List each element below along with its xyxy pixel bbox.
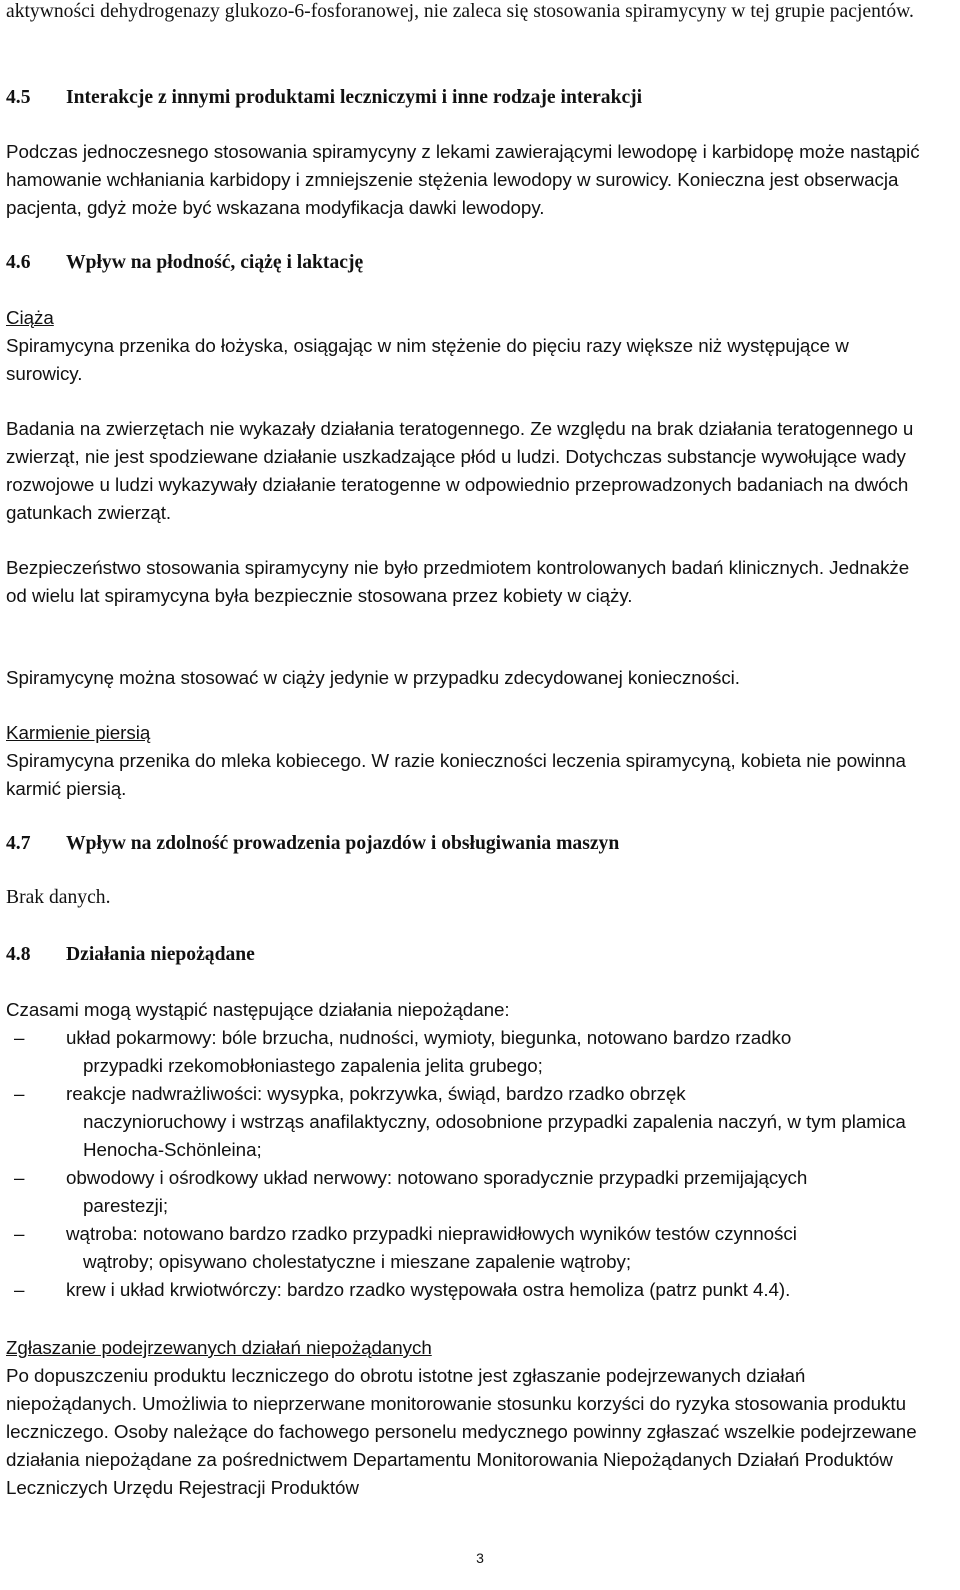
adverse-effects-intro: Czasami mogą wystąpić następujące działania niepożądane: — [6, 999, 510, 1020]
section-title: Interakcje z innymi produktami leczniczymi i inne rodzaje interakcji — [66, 87, 643, 108]
list-item-continuation: naczynioruchowy i wstrząs anafilaktyczny, odosobnione przypadki zapalenia naczyń, w tym plamica Henocha-Schönleina; — [83, 1111, 906, 1160]
adverse-effects-list — [6, 1024, 951, 1304]
section-4-5-heading — [6, 84, 946, 112]
dash-bullet: – — [14, 1167, 25, 1188]
driving-paragraph: Brak danych. — [6, 887, 111, 908]
list-item — [6, 1080, 951, 1164]
dash-bullet: – — [14, 1223, 25, 1244]
section-title: Wpływ na zdolność prowadzenia pojazdów i obsługiwania maszyn — [66, 833, 620, 854]
list-item — [6, 1164, 951, 1220]
list-item-continuation: parestezji; — [83, 1195, 169, 1216]
section-number: 4.5 — [6, 87, 31, 108]
interactions-paragraph: Podczas jednoczesnego stosowania spiramycyny z lekami zawierającymi lewodopę i karbidopę może nastąpić hamowanie wchłaniania karbidopy i zmniejszenie stężenia lewodopy w surowicy. Konieczna jest obserwacja pacjenta, gdyż może być wskazana modyfikacja dawki lewodopy. — [6, 141, 920, 218]
breastfeeding-subheading: Karmienie piersią — [6, 722, 151, 743]
section-title: Wpływ na płodność, ciążę i laktację — [66, 252, 364, 273]
section-4-6-heading — [6, 249, 946, 277]
pregnancy-subheading: Ciąża — [6, 307, 54, 328]
intro-paragraph: aktywności dehydrogenazy glukozo-6-fosforanowej, nie zaleca się stosowania spiramycyny w tej grupie pacjentów. — [6, 1, 914, 22]
reporting-paragraph: Po dopuszczeniu produktu leczniczego do obrotu istotne jest zgłaszanie podejrzewanych działań niepożądanych. Umożliwia to nieprzerwane monitorowanie stosunku korzyści do ryzyka stosowania produktu leczniczego. Osoby należące do fachowego personelu medycznego powinny zgłaszać wszelkie podejrzewane działania niepożądane za pośrednictwem Departamentu Monitorowania Niepożądanych Działań Produktów Leczniczych Urzędu Rejestracji Produktów — [6, 1365, 917, 1498]
list-item — [6, 1024, 951, 1080]
pregnancy-paragraph-3: Bezpieczeństwo stosowania spiramycyny nie było przedmiotem kontrolowanych badań klinicznych. Jednakże od wielu lat spiramycyna była bezpiecznie stosowana przez kobiety w ciąży. — [6, 557, 910, 606]
list-item-text: krew i układ krwiotwórczy: bardzo rzadko występowała ostra hemoliza (patrz punkt 4.4). — [66, 1279, 791, 1300]
pregnancy-paragraph-4: Spiramycynę można stosować w ciąży jedynie w przypadku zdecydowanej konieczności. — [6, 667, 740, 688]
section-number: 4.6 — [6, 252, 31, 273]
page-number: 3 — [476, 1550, 484, 1566]
reporting-subheading: Zgłaszanie podejrzewanych działań niepożądanych — [6, 1337, 432, 1358]
pregnancy-paragraph-1: Spiramycyna przenika do łożyska, osiągając w nim stężenie do pięciu razy większe niż występujące w surowicy. — [6, 335, 849, 384]
dash-bullet: – — [14, 1083, 25, 1104]
section-number: 4.7 — [6, 833, 31, 854]
list-item-continuation: wątroby; opisywano cholestatyczne i mieszane zapalenie wątroby; — [83, 1251, 632, 1272]
section-4-7-heading — [6, 830, 946, 858]
list-item-text: reakcje nadwrażliwości: wysypka, pokrzywka, świąd, bardzo rzadko obrzęk — [66, 1083, 686, 1104]
list-item-continuation: przypadki rzekomobłoniastego zapalenia jelita grubego; — [83, 1055, 543, 1076]
section-number: 4.8 — [6, 944, 31, 965]
pregnancy-paragraph-2: Badania na zwierzętach nie wykazały działania teratogennego. Ze względu na brak działania teratogennego u zwierząt, nie jest spodziewane działanie uszkadzające płód u ludzi. Dotychczas substancje wywołujące wady rozwojowe u ludzi wykazywały działanie teratogenne w odpowiednio przeprowadzonych badaniach na dwóch gatunkach zwierząt. — [6, 418, 914, 523]
list-item — [6, 1220, 951, 1276]
list-item-text: wątroba: notowano bardzo rzadko przypadki nieprawidłowych wyników testów czynności — [66, 1223, 797, 1244]
section-title: Działania niepożądane — [66, 944, 255, 965]
list-item-text: obwodowy i ośrodkowy układ nerwowy: notowano sporadycznie przypadki przemijających — [66, 1167, 808, 1188]
section-4-8-heading — [6, 941, 946, 969]
list-item-text: układ pokarmowy: bóle brzucha, nudności, wymioty, biegunka, notowano bardzo rzadko — [66, 1027, 792, 1048]
list-item — [6, 1276, 951, 1304]
breastfeeding-paragraph: Spiramycyna przenika do mleka kobiecego. W razie konieczności leczenia spiramycyną, kobieta nie powinna karmić piersią. — [6, 750, 906, 799]
dash-bullet: – — [14, 1027, 25, 1048]
dash-bullet: – — [14, 1279, 25, 1300]
